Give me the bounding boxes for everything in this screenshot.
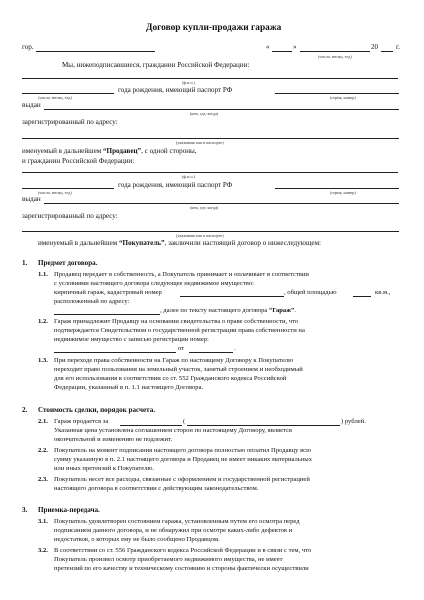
clause-3-2-line-1: В соответствии со ст. 556 Гражданского кодекса Российской Федерации и в связи с тем, что (54, 547, 312, 554)
clause-1-1-line-4: расположенный по адресу: (54, 298, 130, 305)
clause-1-1-line-5: , далее по тексту настоящего договора “Гараж”. (160, 307, 296, 314)
seller-role-text: именуемый в дальнейшем “Продавец”, с одной стороны, (22, 147, 197, 155)
city-label: гор. (22, 43, 34, 51)
clause-2-1-line-1a: Гараж продается за (54, 418, 109, 425)
registration-date-line (189, 352, 233, 353)
clause-2-3-line-1: Покупатель несет все расходы, связанные с оформлением и государственной регистрацией (54, 476, 310, 483)
seller-intro: Мы, нижеподписавшиеся, гражданин Российской Федерации: (62, 61, 250, 69)
clause-1-3-line-3: для его использования в соответствии со ст. 552 Гражданского кодекса Российской (54, 375, 287, 382)
year-line (381, 51, 393, 52)
clause-1-2-number: 1.2. (38, 318, 48, 325)
seller-series-hint: (серия, номер) (330, 95, 356, 100)
clause-2-1-line-3: окончательной и изменению не подлежит. (54, 436, 173, 443)
seller-address-line (22, 138, 399, 139)
seller-issued-label: выдан (22, 101, 41, 109)
clause-2-1-number: 2.1. (38, 418, 48, 425)
date-close-quote: » (293, 43, 297, 51)
buyer-role: “Покупатель” (119, 239, 165, 247)
date-hint: (число, месяц, год) (318, 54, 352, 59)
buyer-address-line (22, 231, 399, 232)
buyer-series-hint: (серия, номер) (330, 190, 356, 195)
buyer-birth-text: года рождения, имеющий паспорт РФ (118, 181, 233, 189)
clause-2-3-line-2: настоящего договора в соответствии с действующим законодательством. (54, 485, 259, 492)
date-open-quote: « (266, 43, 270, 51)
seller-issued-hint: (кем, где, когда) (190, 111, 219, 116)
buyer-issued-hint: (кем, где, когда) (190, 205, 219, 210)
section-3-number: 3. (22, 506, 28, 514)
section-1-heading: Предмет договора. (38, 259, 98, 267)
section-3-heading: Приемка-передача. (38, 506, 100, 514)
clause-3-1-line-3: недостатков, о которых ему не было сообщено Продавцом. (54, 536, 220, 543)
clause-1-1-line-2: с условиями настоящего договора следующее недвижимое имущество: (54, 280, 254, 287)
area-line (353, 296, 371, 297)
clause-1-3-number: 1.3. (38, 357, 48, 364)
seller-dob-hint: (число, месяц, год) (38, 95, 72, 100)
clause-1-2-dot: . (234, 345, 236, 352)
clause-1-2-from: от (178, 345, 185, 352)
buyer-role-text: именуемый в дальнейшем “Покупатель”, заключили настоящий договор о нижеследующем: (38, 239, 322, 247)
clause-3-2-line-3: претензий по его качеству и техническому состоянию и стороны фактически осуществили (54, 565, 309, 572)
clause-1-1-line-3b: , общей площадью (284, 289, 337, 296)
garage-address-line (54, 314, 160, 315)
clause-1-2-line-3: недвижимое имущество с записью регистрации номер: (54, 336, 209, 343)
clause-3-1-line-2: подписанием данного договора, и не обнаружил при осмотре каких-либо дефектов и (54, 527, 293, 534)
clause-3-1-number: 3.1. (38, 518, 48, 525)
seller-birth-text: года рождения, имеющий паспорт РФ (118, 86, 233, 94)
clause-3-1-line-1: Покупатель удовлетворен состоянием гаража, установленным путем его осмотра перед (54, 518, 300, 525)
clause-2-2-line-2: сумму указанную в п. 2.1 настоящего договора и Продавец не имеет никаких материальных (54, 456, 313, 463)
buyer-dob-hint: (число, месяц, год) (38, 190, 72, 195)
document-title: Договор купли-продажи гаража (146, 23, 282, 33)
buyer-address-hint: (указывать как в паспорте) (176, 233, 224, 238)
section-2-heading: Стоимость сделки, порядок расчета. (38, 406, 156, 414)
clause-1-1-line-3c: кв.м., (375, 289, 391, 296)
buyer-fio-hint: (ф.и.о.) (182, 174, 195, 179)
clause-2-2-number: 2.2. (38, 447, 48, 454)
cadastral-number-line (180, 296, 284, 297)
buyer-address-label: зарегистрированный по адресу: (22, 212, 118, 220)
clause-1-1-line-1: Продавец передает в собственность, а Покупатель принимает и оплачивает в соответствии (54, 271, 309, 278)
buyer-issued-line (44, 203, 399, 204)
seller-fio-line (22, 78, 398, 79)
section-2-number: 2. (22, 406, 28, 414)
clause-1-1-number: 1.1. (38, 271, 48, 278)
section-1-number: 1. (22, 259, 28, 267)
seller-role: “Продавец” (103, 147, 142, 155)
day-line (272, 51, 292, 52)
city-line (36, 51, 155, 52)
buyer-issued-label: выдан (22, 195, 41, 203)
year-prefix: 20 (371, 43, 379, 51)
clause-2-1-line-1c: ) рублей. (341, 418, 366, 425)
registration-number-line (54, 352, 176, 353)
clause-1-2-line-2: подтверждается Свидетельством о государственной регистрации права собственности на (54, 327, 305, 334)
clause-3-2-line-2: Покупатель произвел осмотр приобретаемого недвижимого имущества, не имеет (54, 556, 283, 563)
month-line (300, 51, 370, 52)
buyer-intro: и гражданин Российской Федерации: (22, 157, 135, 165)
buyer-passport-line (275, 188, 399, 189)
year-suffix: г. (396, 43, 400, 51)
clause-2-1-paren-open: ( (183, 418, 186, 425)
price-digits-line (120, 425, 182, 426)
clause-1-1-line-3a: кирпичный гараж, кадастровый номер (54, 289, 162, 296)
clause-1-3-line-4: Федерации, указанный в п. 1.1 настоящего Договора. (54, 384, 204, 391)
clause-2-2-line-3: или иных претензий к Покупателю. (54, 465, 155, 472)
clause-1-3-line-1: При переходе права собственности на Гараж по настоящему Договору к Покупателю (54, 357, 294, 364)
clause-2-3-number: 2.3. (38, 476, 48, 483)
seller-dob-line (22, 93, 114, 94)
buyer-dob-line (22, 188, 114, 189)
clause-1-2-line-1: Гараж принадлежит Продавцу на основании свидетельства о праве собственности, что (54, 318, 299, 325)
clause-2-2-line-1: Покупатель на момент подписания настоящего договора полностью оплатил Продавцу всю (54, 447, 312, 454)
seller-address-hint: (указывать как в паспорте) (176, 140, 224, 145)
buyer-fio-line (22, 172, 398, 173)
clause-2-1-line-2: Указанная цена установлена соглашением сторон по настоящему Договору, является (54, 427, 292, 434)
price-words-line (187, 425, 340, 426)
clause-3-2-number: 3.2. (38, 547, 48, 554)
seller-issued-line (44, 109, 399, 110)
seller-fio-hint: (ф.и.о.) (182, 80, 195, 85)
seller-address-label: зарегистрированный по адресу: (22, 118, 118, 126)
seller-passport-line (275, 93, 399, 94)
clause-1-3-line-2: переходит право пользования на земельный участок, занятый строением и необходимый (54, 366, 303, 373)
